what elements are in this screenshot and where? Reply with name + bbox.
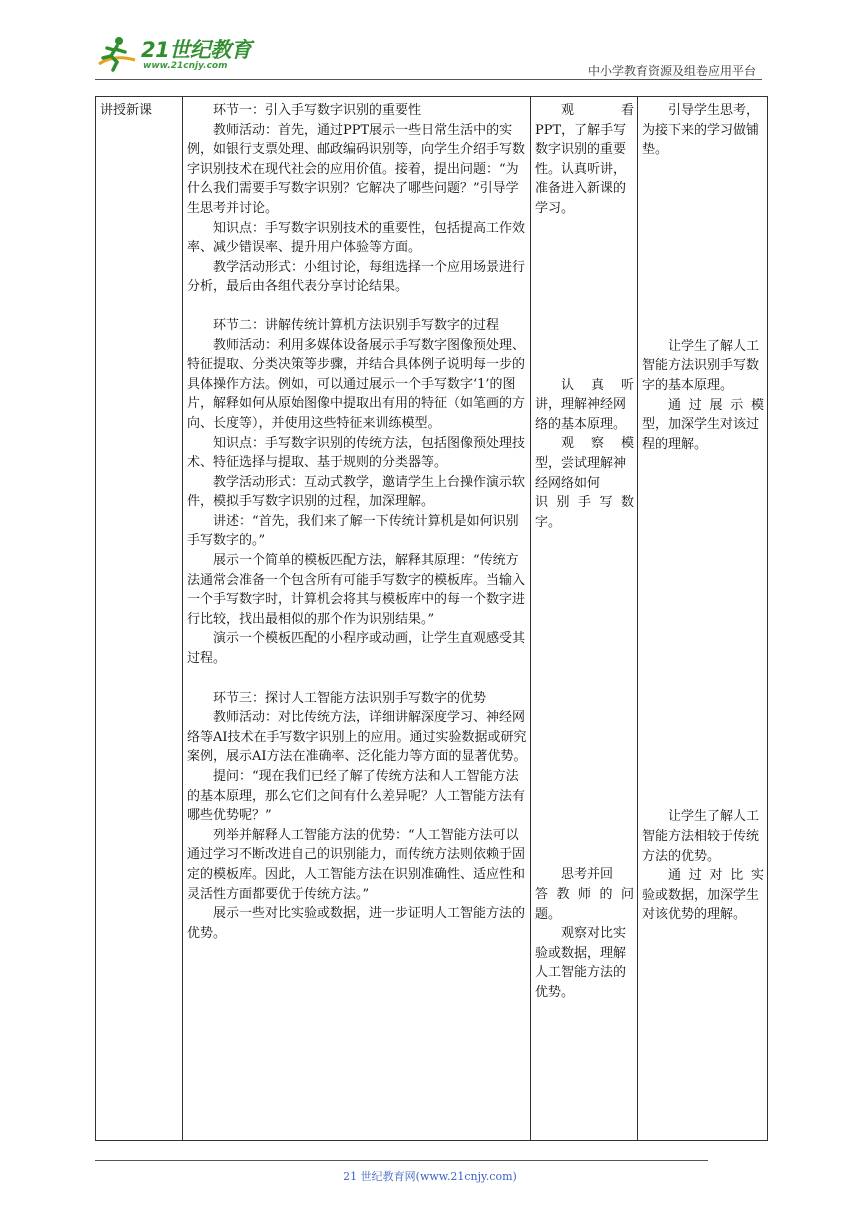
stage-2-title: 环节二：讲解传统计算机方法识别手写数字的过程 [213,317,500,333]
stage-2-knowledge: 知识点：手写数字识别的传统方法，包括图像预处理技术、特征选择与提取、基于规则的分类器等。 [187,435,526,471]
section-label: 讲授新课 [100,103,153,118]
footer-link[interactable]: 21 世纪教育网(www.21cnjy.com) [343,1170,517,1183]
intent-stage-3-b-rest: 验或数据，加深学生对该优势的理解。 [642,887,760,923]
stage-3-title: 环节三：探讨人工智能方法识别手写数字的优势 [213,690,487,706]
stage-2-demo: 演示一个模板匹配的小程序或动画，让学生直观感受其过程。 [187,631,526,667]
stage-2-activity-form: 教学活动形式：互动式教学，邀请学生上台操作演示软件，模拟手写数字识别的过程，加深理解。 [187,474,526,510]
student-stage-2-observe-line-3: 识别手写数 [535,495,634,511]
student-stage-3-think-line-1: 思考并回 [561,867,614,883]
logo-url: www.21cnjy.com [143,61,228,71]
table-row [96,97,768,1141]
student-stage-3-observe: 观察对比实验或数据，理解人工智能方法的优势。 [535,926,627,1000]
design-intent-cell [638,97,768,1141]
stage-3-teacher-activity: 教师活动：对比传统方法，详细讲解深度学习、神经网络等AI技术在手写数字识别上的应用。通过实验数据或研究案例，展示AI方法在准确率、泛化能力等方面的显著优势。 [187,710,527,765]
lesson-plan-table [95,96,768,1141]
section-label-cell [96,97,183,1141]
intent-stage-2-b-rest: 型，加深学生对该过程的理解。 [642,417,760,452]
stage-3-explanation: 列举并解释人工智能方法的优势：“人工智能方法可以通过学习不断改进自己的识别能力，而传统方法则依赖于固定的模板库。因此，人工智能方法在识别准确性、适应性和灵活性方面都要优于传统方法。” [187,827,526,902]
student-stage-3-think-line-3: 题。 [535,906,562,922]
stage-2-teacher-activity: 教师活动：利用多媒体设备展示手写数字图像预处理、特征提取、分类决策等步骤，并结合具体例子说明每一步的具体操作方法。例如，可以通过展示一个手写数字‘1’的图片，解释如何从原始图像中提取出有用的特征（如笔画的方向、长度等），并使用这些特征来训练模型。 [187,337,526,431]
runner-logo-icon [95,34,139,74]
intent-stage-3-a: 让学生了解人工智能方法相较于传统方法的优势。 [642,809,760,864]
intent-stage-1: 引导学生思考，为接下来的学习做铺垫。 [642,103,760,158]
student-stage-3-think-line-2: 答教师的问 [535,886,634,902]
student-stage-2-listen-line-1: 认真听 [561,377,634,393]
student-activity-cell [531,97,638,1141]
platform-title: 中小学教育资源及组卷应用平台 [587,64,756,78]
stage-1-title: 环节一：引入手写数字识别的重要性 [213,103,422,118]
stage-2-template-matching: 展示一个简单的模板匹配方法，解释其原理：“传统方法通常会准备一个包含所有可能手写数字的模板库。当输入一个手写数字时，计算机会将其与模板库中的每一个数字进行比较，找出最相似的那个作为识别结果。” [187,553,526,627]
student-stage-2-observe-line-2: 型，尝试理解神经网络如何 [535,455,627,491]
page-header [95,28,760,80]
student-stage-2-listen-rest: 讲，理解神经网络的基本原理。 [535,397,627,432]
stage-2-lecture: 讲述：“首先，我们来了解一下传统计算机是如何识别手写数字的。” [187,513,519,549]
student-stage-1-rest: PPT，了解手写数字识别的重要性。认真听讲，准备进入新课的学习。 [535,122,627,216]
stage-1-teacher-activity: 教师活动：首先，通过PPT展示一些日常生活中的实例，如银行支票处理、邮政编码识别等，向学生介绍手写数字识别技术在现代社会的应用价值。接着，提出问题：“为什么我们需要手写数字识别？它解决了哪些问题？”引导学生思考并讨论。 [187,122,526,216]
intent-stage-2-b-line-1: 通过展示模 [668,397,764,413]
stage-1-knowledge: 知识点：手写数字识别技术的重要性，包括提高工作效率、减少错误率、提升用户体验等方面。 [187,220,526,256]
student-stage-2-observe-line-1: 观察模 [561,436,634,452]
teaching-content-cell [183,97,531,1141]
intent-stage-2-a: 让学生了解人工智能方法识别手写数字的基本原理。 [642,338,760,393]
logo-title: 21世纪教育 [141,38,252,62]
student-stage-1-line-1: 观看 [561,103,634,118]
header-rule [95,79,762,80]
stage-3-show-data: 展示一些对比实验或数据，进一步证明人工智能方法的优势。 [187,906,526,941]
intent-stage-3-b-line-1: 通过对比实 [668,868,764,884]
stage-3-question: 提问：“现在我们已经了解了传统方法和人工智能方法的基本原理，那么它们之间有什么差异呢？人工智能方法有哪些优势呢？” [187,769,526,824]
footer-rule [95,1160,708,1161]
student-stage-2-observe-line-4: 字。 [535,514,562,530]
logo [95,28,265,78]
stage-1-activity-form: 教学活动形式：小组讨论，每组选择一个应用场景进行分析，最后由各组代表分享讨论结果。 [187,259,526,295]
